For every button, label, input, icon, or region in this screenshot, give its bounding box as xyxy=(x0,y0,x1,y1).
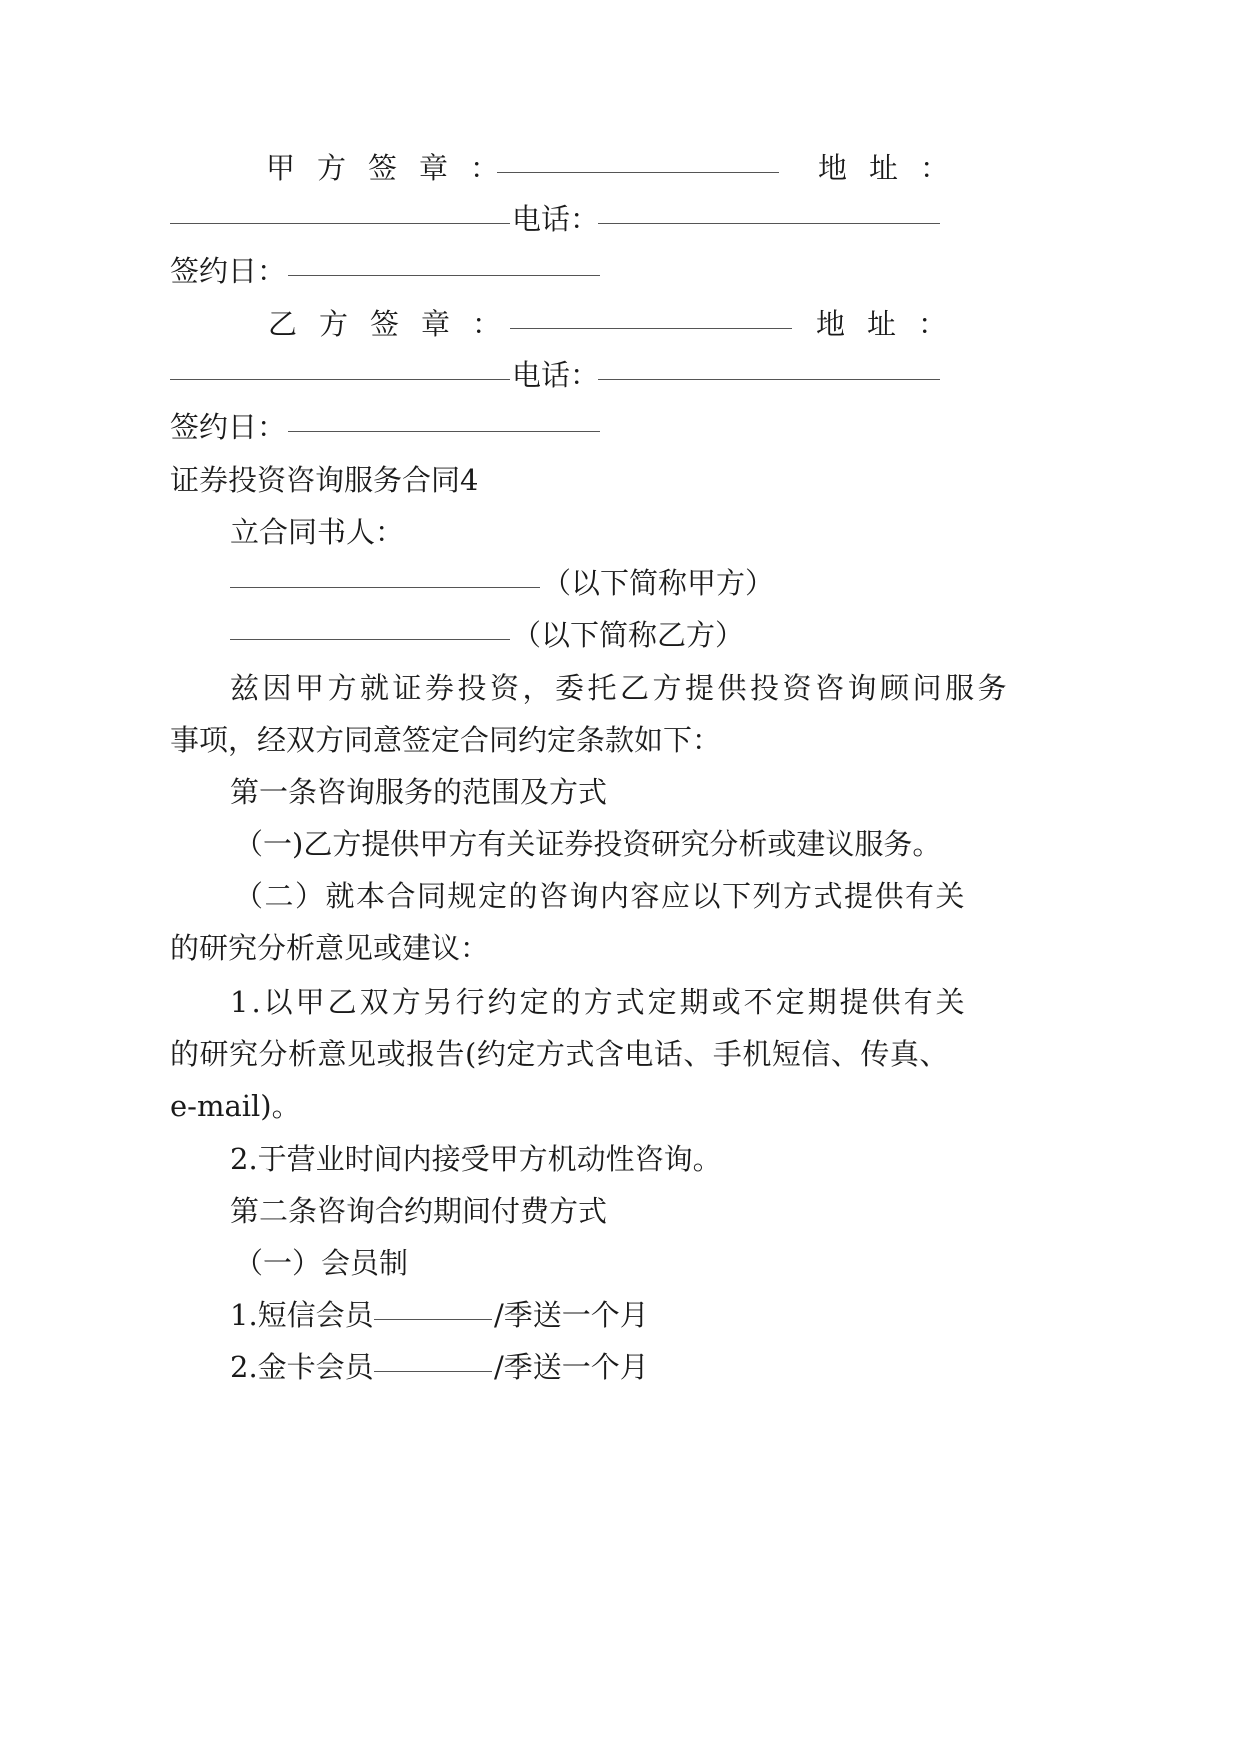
member-2-row xyxy=(190,1347,1060,1387)
party-a-address-label: 地址： xyxy=(818,151,972,185)
party-a-date-label: 签约日： xyxy=(170,254,287,288)
party-b-date-label: 签约日： xyxy=(170,410,287,444)
party-b-address-label: 地址： xyxy=(816,307,970,341)
party-a-phone-row xyxy=(190,199,1060,239)
contract-page xyxy=(170,0,1060,1754)
member-2-label: 2.金卡会员 xyxy=(230,1350,374,1384)
preamble-line-1: 兹因甲方就证券投资，委托乙方提供投资咨询顾问服务 xyxy=(230,671,1011,705)
member-1-label: 1.短信会员 xyxy=(230,1298,374,1332)
article-1-sub-1-line-1: 1.以甲乙双方另行约定的方式定期或不定期提供有关 xyxy=(230,985,968,1019)
party-b-name-row xyxy=(190,615,1060,655)
article-1-sub-1-line-3: e-mail)。 xyxy=(170,1089,301,1123)
parties-intro: 立合同书人： xyxy=(230,515,405,549)
member-1-row xyxy=(190,1295,1060,1335)
article-2-title: 第二条咨询合约期间付费方式 xyxy=(230,1194,608,1228)
member-1-price-blank[interactable] xyxy=(374,1295,492,1320)
party-a-date-blank[interactable] xyxy=(288,251,600,276)
party-a-phone-label: 电话： xyxy=(512,202,600,236)
party-b-sign-blank[interactable] xyxy=(510,304,792,329)
party-b-alias: （以下简称乙方） xyxy=(512,618,745,652)
party-b-sign-row xyxy=(190,304,1060,344)
party-b-sign-label: 乙方签章： xyxy=(268,307,524,341)
party-a-address-blank[interactable] xyxy=(170,199,510,224)
article-1-sub-1-line-2: 的研究分析意见或报告(约定方式含电话、手机短信、传真、 xyxy=(170,1037,949,1071)
member-2-price-blank[interactable] xyxy=(374,1347,492,1372)
contract-title: 证券投资咨询服务合同4 xyxy=(170,463,479,497)
party-b-date-blank[interactable] xyxy=(288,407,600,432)
party-b-date-row xyxy=(170,407,1060,447)
member-1-suffix: /季送一个月 xyxy=(494,1298,649,1332)
preamble-line-2: 事项，经双方同意签定合同约定条款如下： xyxy=(170,723,722,757)
party-a-sign-blank[interactable] xyxy=(497,148,779,173)
article-1-item-2-line-2: 的研究分析意见或建议： xyxy=(170,931,490,965)
party-a-sign-label: 甲方签章： xyxy=(266,151,522,185)
article-1-sub-2: 2.于营业时间内接受甲方机动性咨询。 xyxy=(230,1142,722,1176)
party-b-name-blank[interactable] xyxy=(230,615,510,640)
article-1-item-2-line-1: （二）就本合同规定的咨询内容应以下列方式提供有关 xyxy=(234,879,967,913)
article-2-item-1: （一）会员制 xyxy=(234,1246,409,1280)
party-b-phone-blank[interactable] xyxy=(598,355,940,380)
party-b-phone-row xyxy=(190,355,1060,395)
article-1-title: 第一条咨询服务的范围及方式 xyxy=(230,775,608,809)
article-1-item-1: （一)乙方提供甲方有关证券投资研究分析或建议服务。 xyxy=(234,827,942,861)
party-a-name-row xyxy=(190,563,1060,603)
party-a-sign-row xyxy=(190,148,1060,188)
party-b-phone-label: 电话： xyxy=(512,358,600,392)
party-a-name-blank[interactable] xyxy=(230,563,540,588)
party-a-phone-blank[interactable] xyxy=(598,199,940,224)
member-2-suffix: /季送一个月 xyxy=(494,1350,649,1384)
party-b-address-blank[interactable] xyxy=(170,355,510,380)
party-a-alias: （以下简称甲方） xyxy=(542,566,775,600)
party-a-date-row xyxy=(170,251,1060,291)
